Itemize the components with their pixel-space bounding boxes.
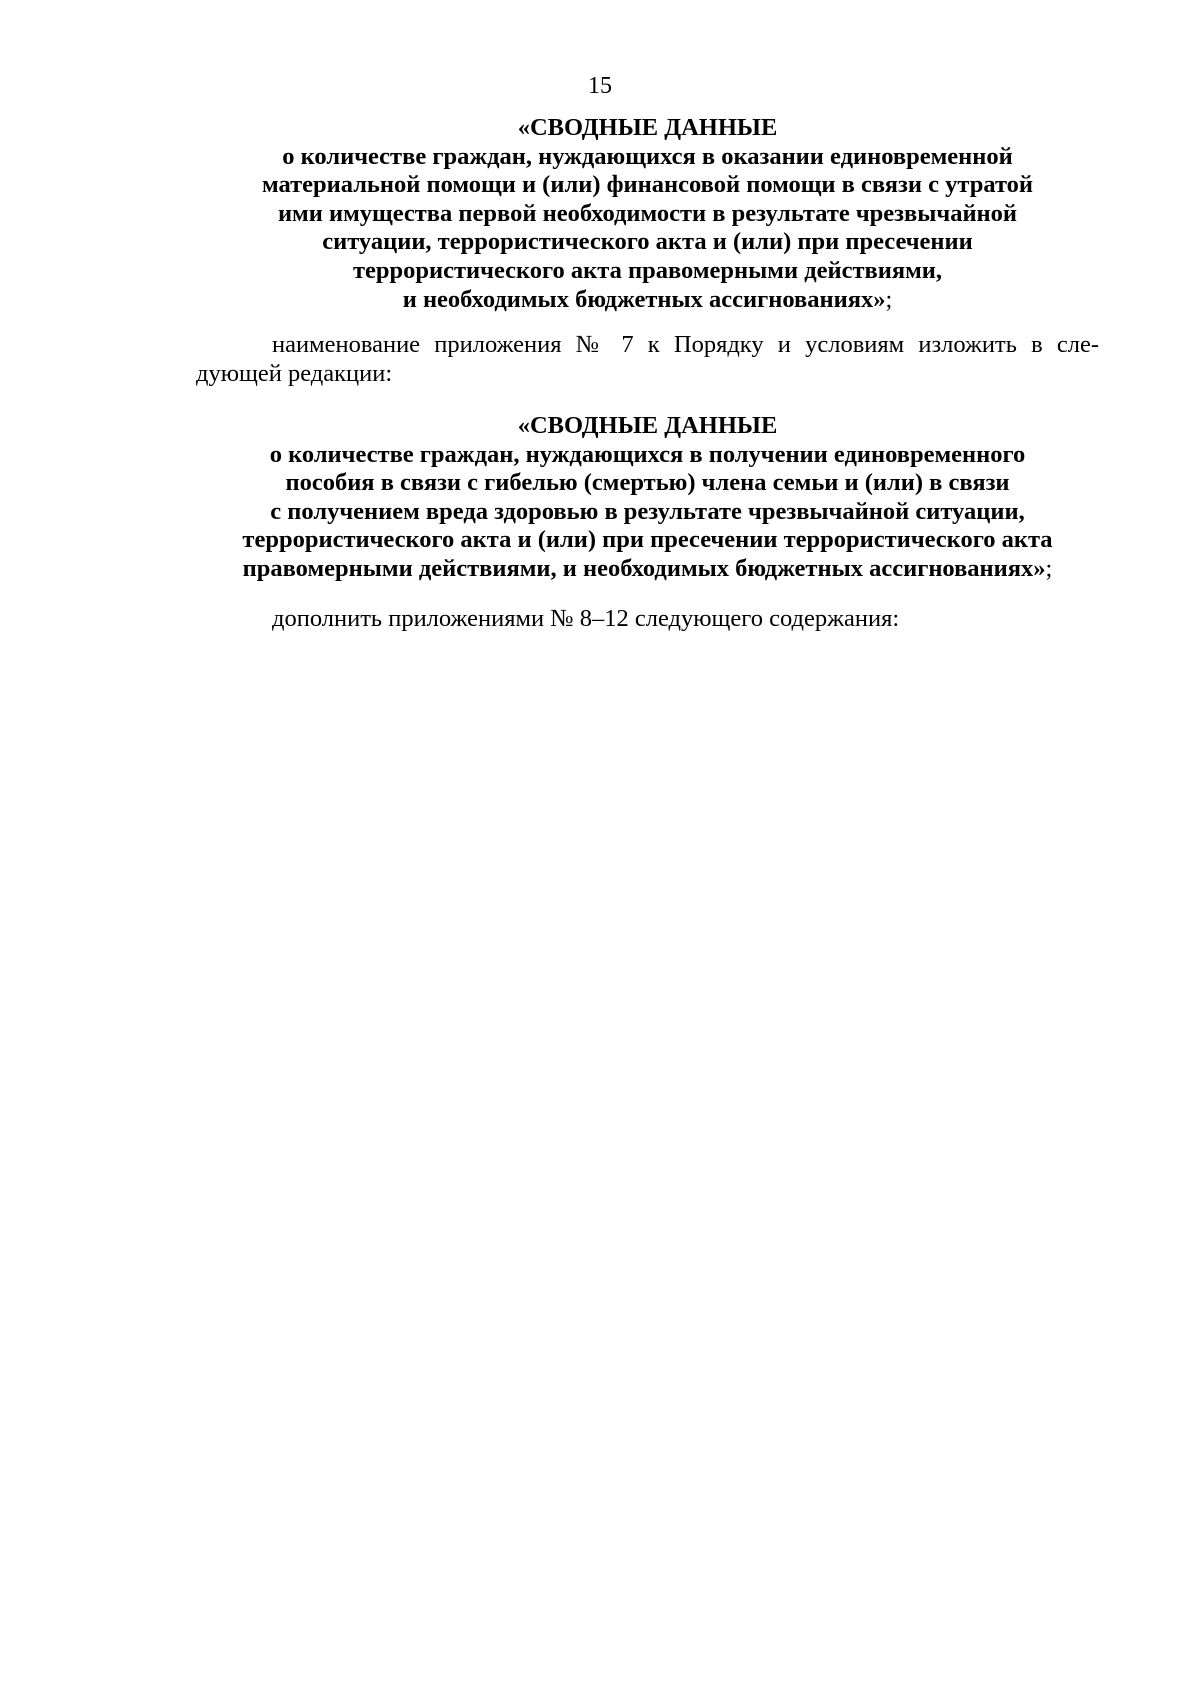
heading-1-line: ситуации, террористического акта и (или) при пресечении [322,228,973,256]
heading-1-last-line [196,286,1099,315]
summary-heading-1 [196,114,1099,314]
summary-heading-2 [196,412,1099,584]
heading-2-line: с получением вреда здоровью в результате чрезвычайной ситуации, [270,497,1025,525]
heading-2-line: пособия в связи с гибелью (смертью) члена семьи и (или) в связи [285,469,1010,497]
heading-1-title: «СВОДНЫЕ ДАННЫЕ [517,114,778,141]
heading-2-line: террористического акта и (или) при пресечении террористического акта [242,526,1053,554]
amendment-paragraph-1 [196,331,1099,388]
heading-1-line: о количестве граждан, нуждающихся в оказании единовременной [282,142,1013,170]
heading-1-line: ими имущества первой необходимости в результате чрезвычайной [277,199,1018,227]
heading-1-last-tail: ; [885,285,893,313]
heading-2-last-line [196,555,1099,584]
heading-2-line: о количестве граждан, нуждающихся в получении единовременного [269,440,1026,468]
heading-1-line: террористического акта правомерными действиями, [352,256,943,284]
page-number: 15 [588,73,612,99]
paragraph-2-line-1: дополнить приложениями № 8–12 следующего содержания: [272,605,900,632]
heading-2-title: «СВОДНЫЕ ДАННЫЕ [517,412,778,439]
heading-2-last-tail: ; [1045,554,1053,582]
paragraph-1-line-2: дующей редакции: [196,359,393,387]
amendment-paragraph-2 [196,605,1099,634]
heading-2-last-text: правомерными действиями, и необходимых бюджетных ассигнованиях» [242,554,1046,582]
paragraph-1-line-1: наименование приложения № 7 к Порядку и условиям изложить в сле- [272,331,1099,358]
heading-1-last-text: и необходимых бюджетных ассигнованиях» [402,285,886,313]
heading-1-line: материальной помощи и (или) финансовой помощи в связи с утратой [261,171,1034,199]
